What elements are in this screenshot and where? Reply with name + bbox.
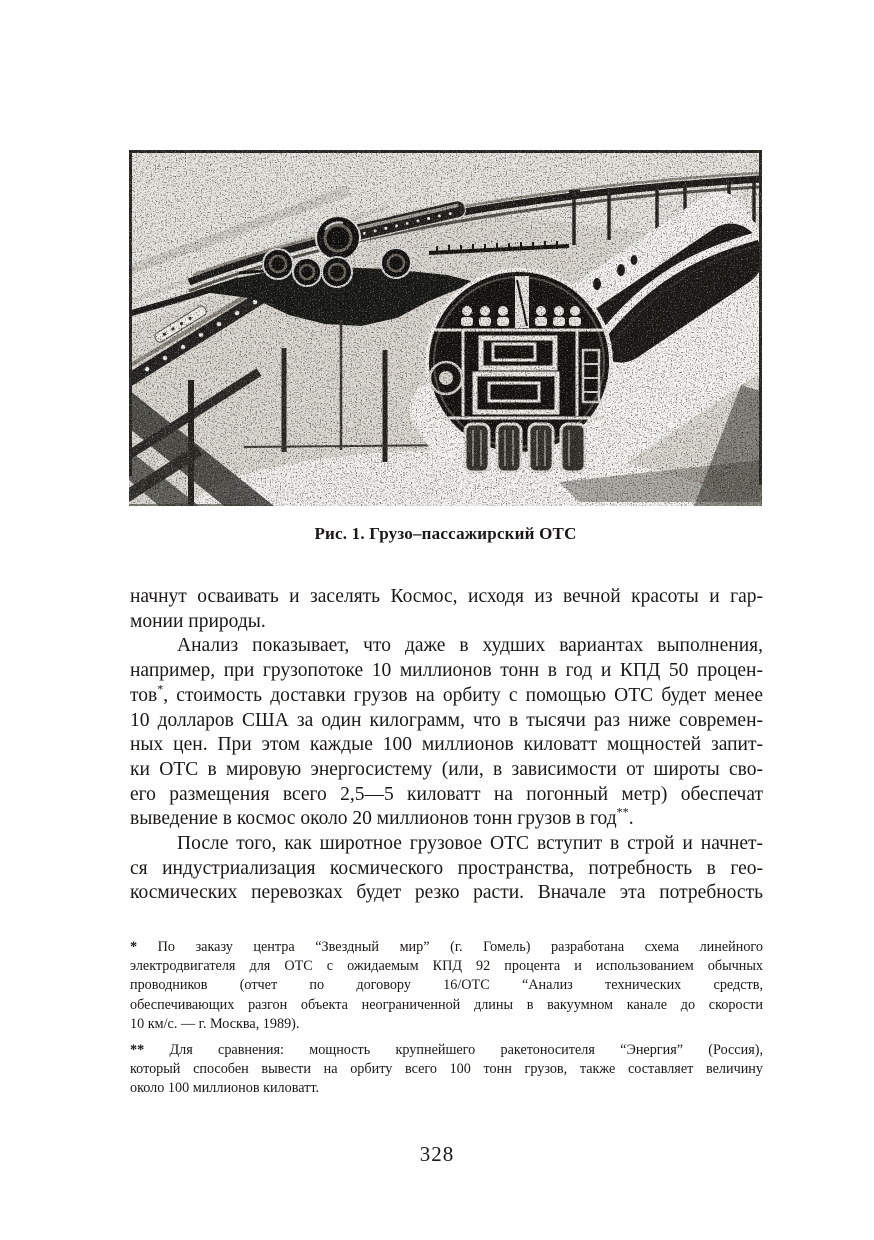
text-line: начнут осваивать и заселять Космос, исходя из вечной красоты и гар- [130,586,763,607]
text-line: 10 долларов США за один килограмм, что в тысячи раз ниже современ- [130,709,763,731]
text-line: ных цен. При этом каждые 100 миллионов киловатт мощностей запит- [130,734,763,756]
text-line: около 100 миллионов киловатт. [130,1080,320,1097]
figure-illustration [129,150,762,506]
paragraph [130,1041,763,1099]
ots-illustration-image [129,150,762,506]
text-line: После того, как широтное грузовое ОТС вступит в строй и начнет- [177,833,763,855]
text-line: проводников (отчет по договору 16/ОТС “Анализ технических средств, [130,977,763,994]
footnotes [130,938,763,1106]
text-line: обеспечивающих разгон объекта неограниченной длины в вакуумном канале до скорости [130,996,763,1013]
body-text [130,585,763,906]
text-line: например, при грузопотоке 10 миллионов тонн в год и КПД 50 процен- [130,660,763,682]
paragraph [130,585,763,634]
paragraph [130,832,763,906]
text-line: монии природы. [130,610,266,632]
text-line: электродвигателя для ОТС с ожидаемым КПД 92 процента и использованием обычных [130,958,763,975]
text-line: космических перевозках будет резко расти. Вначале эта потребность [130,882,763,904]
text-line: выведение в космос около 20 миллионов тонн грузов в год**. [130,805,634,830]
text-line: который способен вывести на орбиту всего 100 тонн грузов, также составляет величину [130,1061,763,1078]
text-line: ся индустриализация космического пространства, потребность в гео- [130,857,763,879]
text-line: его размещения всего 2,5—5 киловатт на погонный метр) обеспечат [130,783,763,805]
paragraph [130,634,763,832]
figure-caption: Рис. 1. Грузо–пассажирский ОТС [314,524,577,543]
text-line: * По заказу центра “Звездный мир” (г. Гомель) разработана схема линейного [130,939,763,955]
page-number: 328 [419,1142,455,1166]
text-line: тов*, стоимость доставки грузов на орбиту с помощью ОТС будет менее [130,682,763,706]
text-line: ** Для сравнения: мощность крупнейшего ракетоносителя “Энергия” (Россия), [130,1042,763,1059]
text-line: 10 км/с. — г. Москва, 1989). [130,1015,300,1032]
text-line: Анализ показывает, что даже в худших вариантах выполнения, [177,635,763,657]
text-line: ки ОТС в мировую энергосистему (или, в зависимости от широты сво- [130,758,763,780]
paragraph [130,938,763,1034]
